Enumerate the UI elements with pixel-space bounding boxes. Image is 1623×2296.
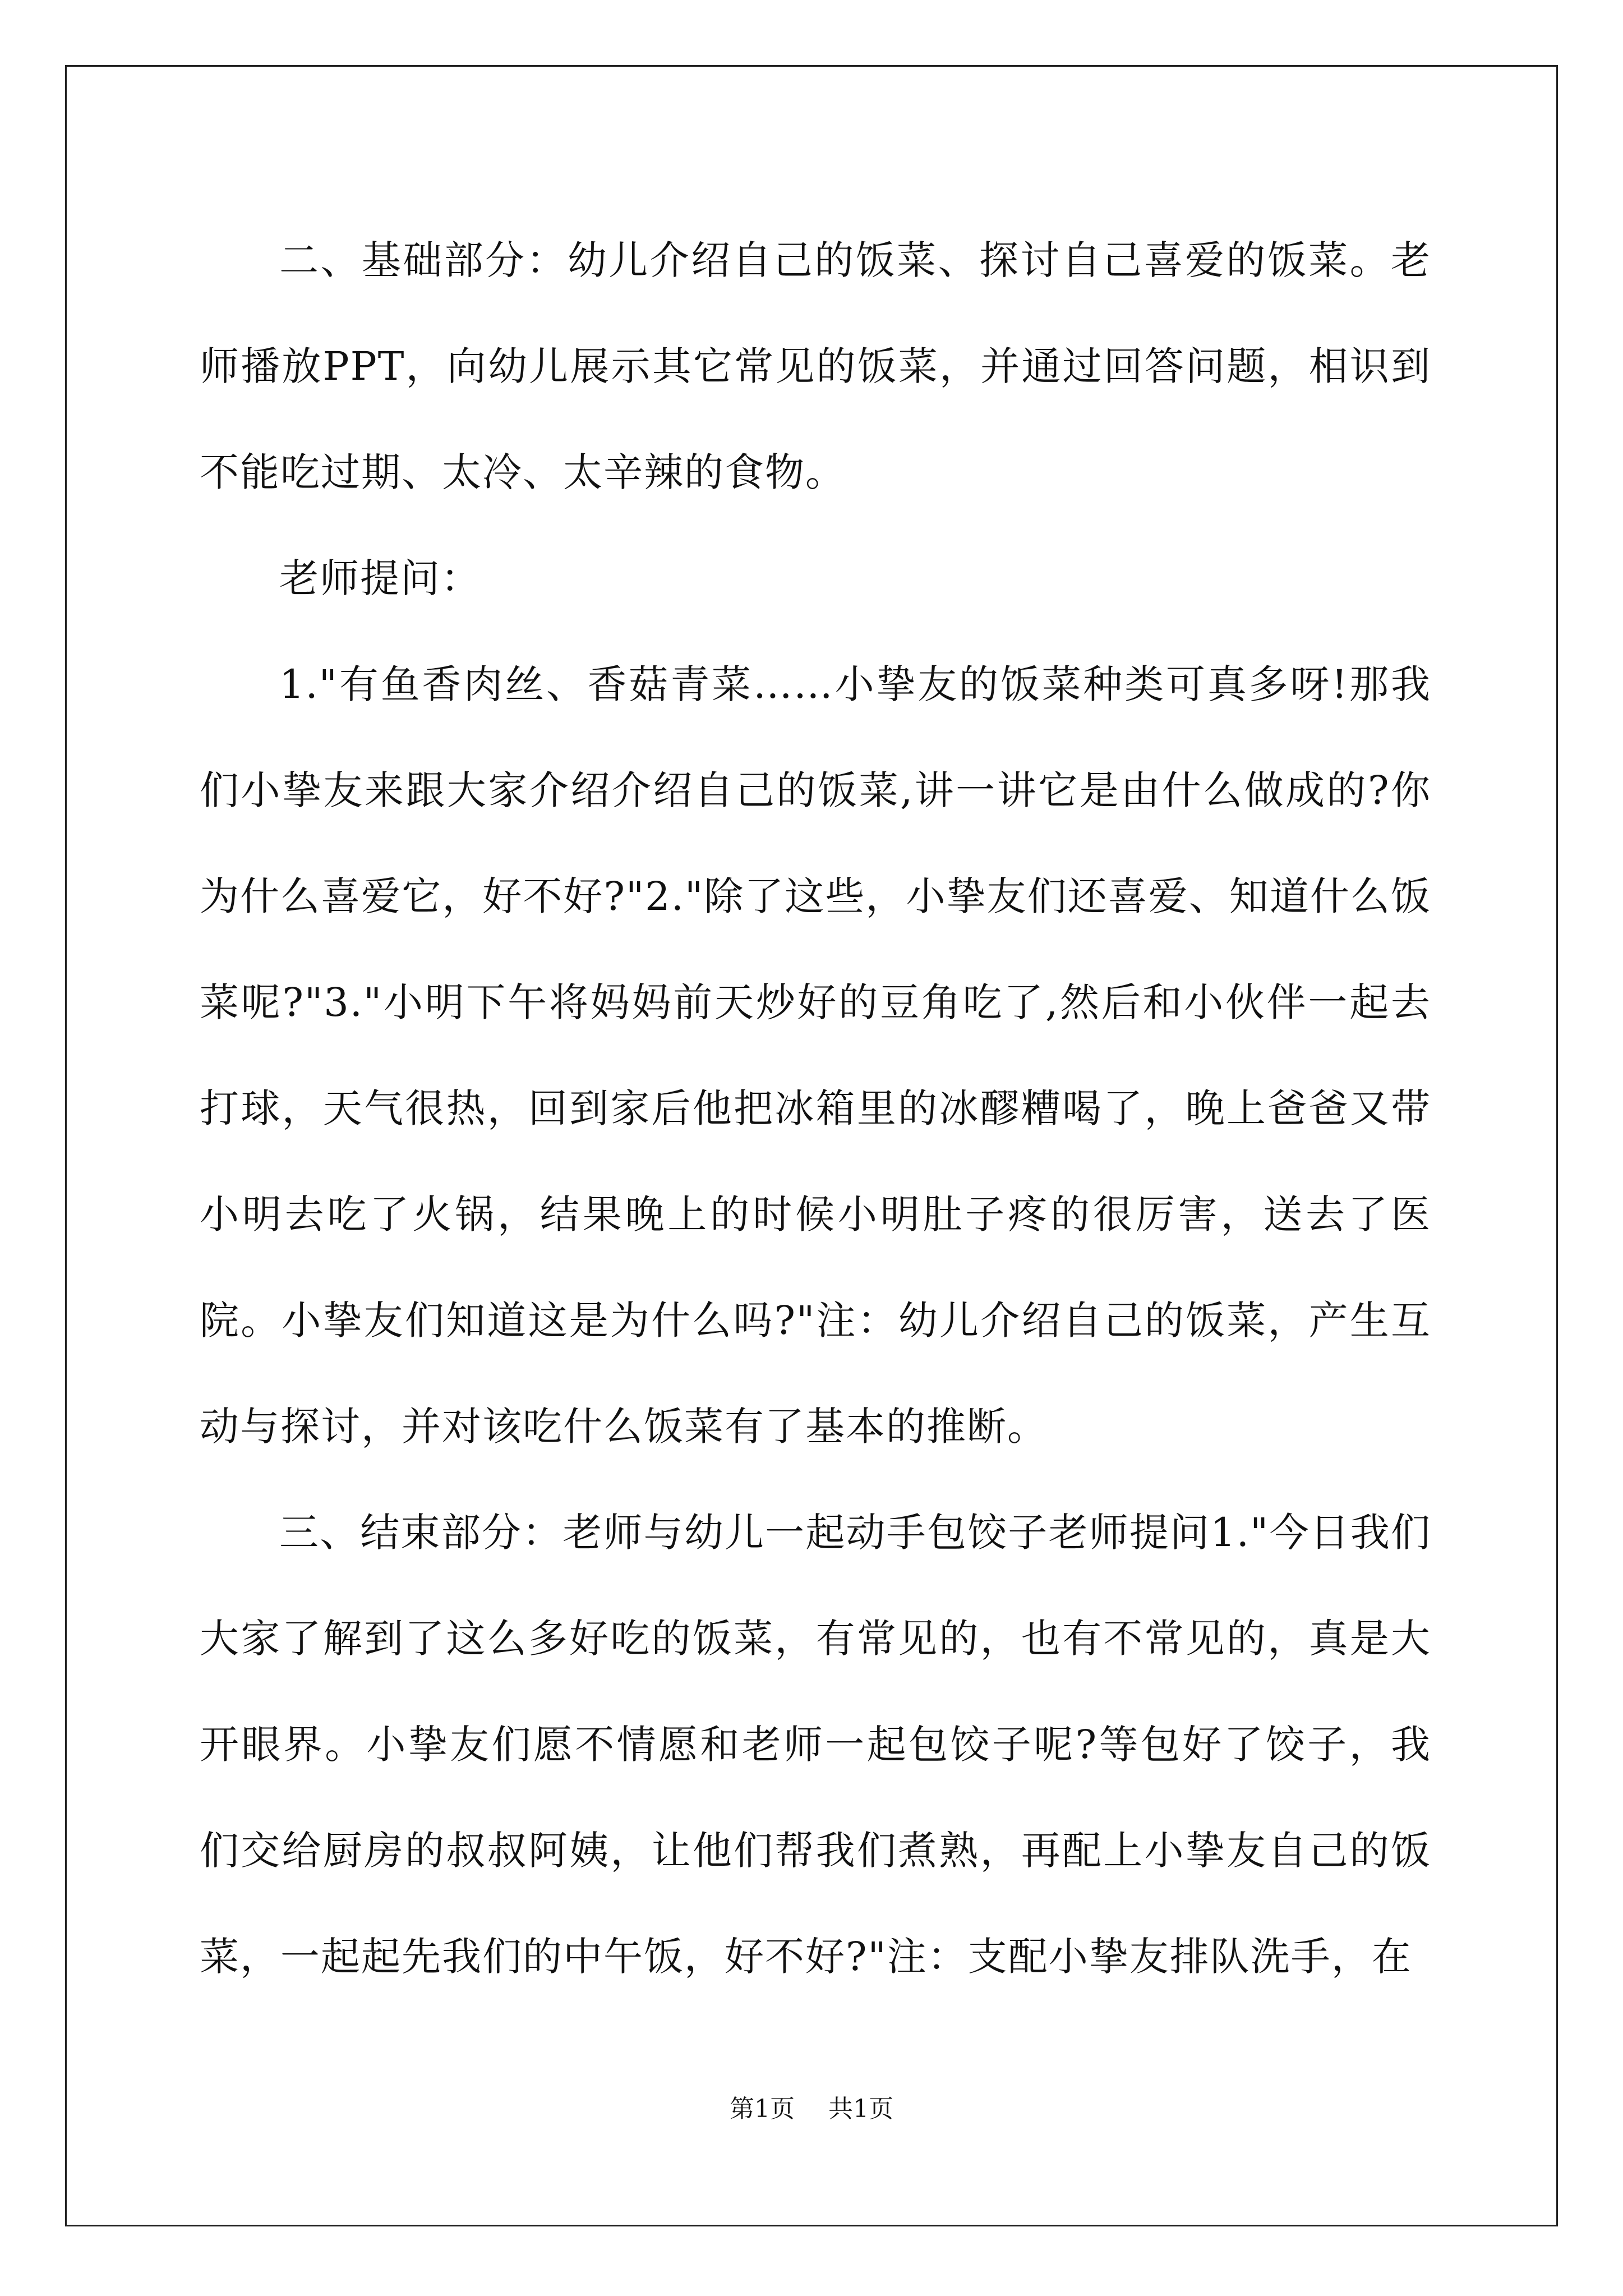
document-body bbox=[200, 208, 1431, 2010]
paragraph-questions: 1."有鱼香肉丝、香菇青菜……小挚友的饭菜种类可真多呀!那我们小挚友来跟大家介绍介绍自己的饭菜,讲一讲它是由什么做成的?你为什么喜爱它，好不好?"2."除了这些，小挚友们还喜爱、知道什么饭菜呢?"3."小明下午将妈妈前天炒好的豆角吃了,然后和小伙伴一起去打球，天气很热，回到家后他把冰箱里的冰醪糟喝了，晚上爸爸又带小明去吃了火锅，结果晚上的时候小明肚子疼的很厉害，送去了医院。小挚友们知道这是为什么吗?"注：幼儿介绍自己的饭菜，产生互动与探讨，并对该吃什么饭菜有了基本的推断。 bbox=[200, 661, 1431, 1450]
page-number: 第1页 bbox=[730, 2095, 795, 2123]
page-total: 共1页 bbox=[828, 2095, 893, 2123]
paragraph-basic-part: 二、基础部分：幼儿介绍自己的饭菜、探讨自己喜爱的饭菜。老师播放PPT，向幼儿展示其它常见的饭菜，并通过回答问题，相识到不能吃过期、太冷、太辛辣的食物。 bbox=[200, 237, 1431, 495]
paragraph-ending-part: 三、结束部分：老师与幼儿一起动手包饺子老师提问1."今日我们大家了解到了这么多好吃的饭菜，有常见的，也有不常见的，真是大开眼界。小挚友们愿不情愿和老师一起包饺子呢?等包好了饺子，我们交给厨房的叔叔阿姨，让他们帮我们煮熟，再配上小挚友自己的饭菜，一起起先我们的中午饭，好不好?"注：支配小挚友排队洗手，在 bbox=[200, 1510, 1431, 1980]
paragraph-teacher-question-heading: 老师提问： bbox=[279, 555, 481, 601]
page-footer bbox=[0, 2092, 1623, 2126]
